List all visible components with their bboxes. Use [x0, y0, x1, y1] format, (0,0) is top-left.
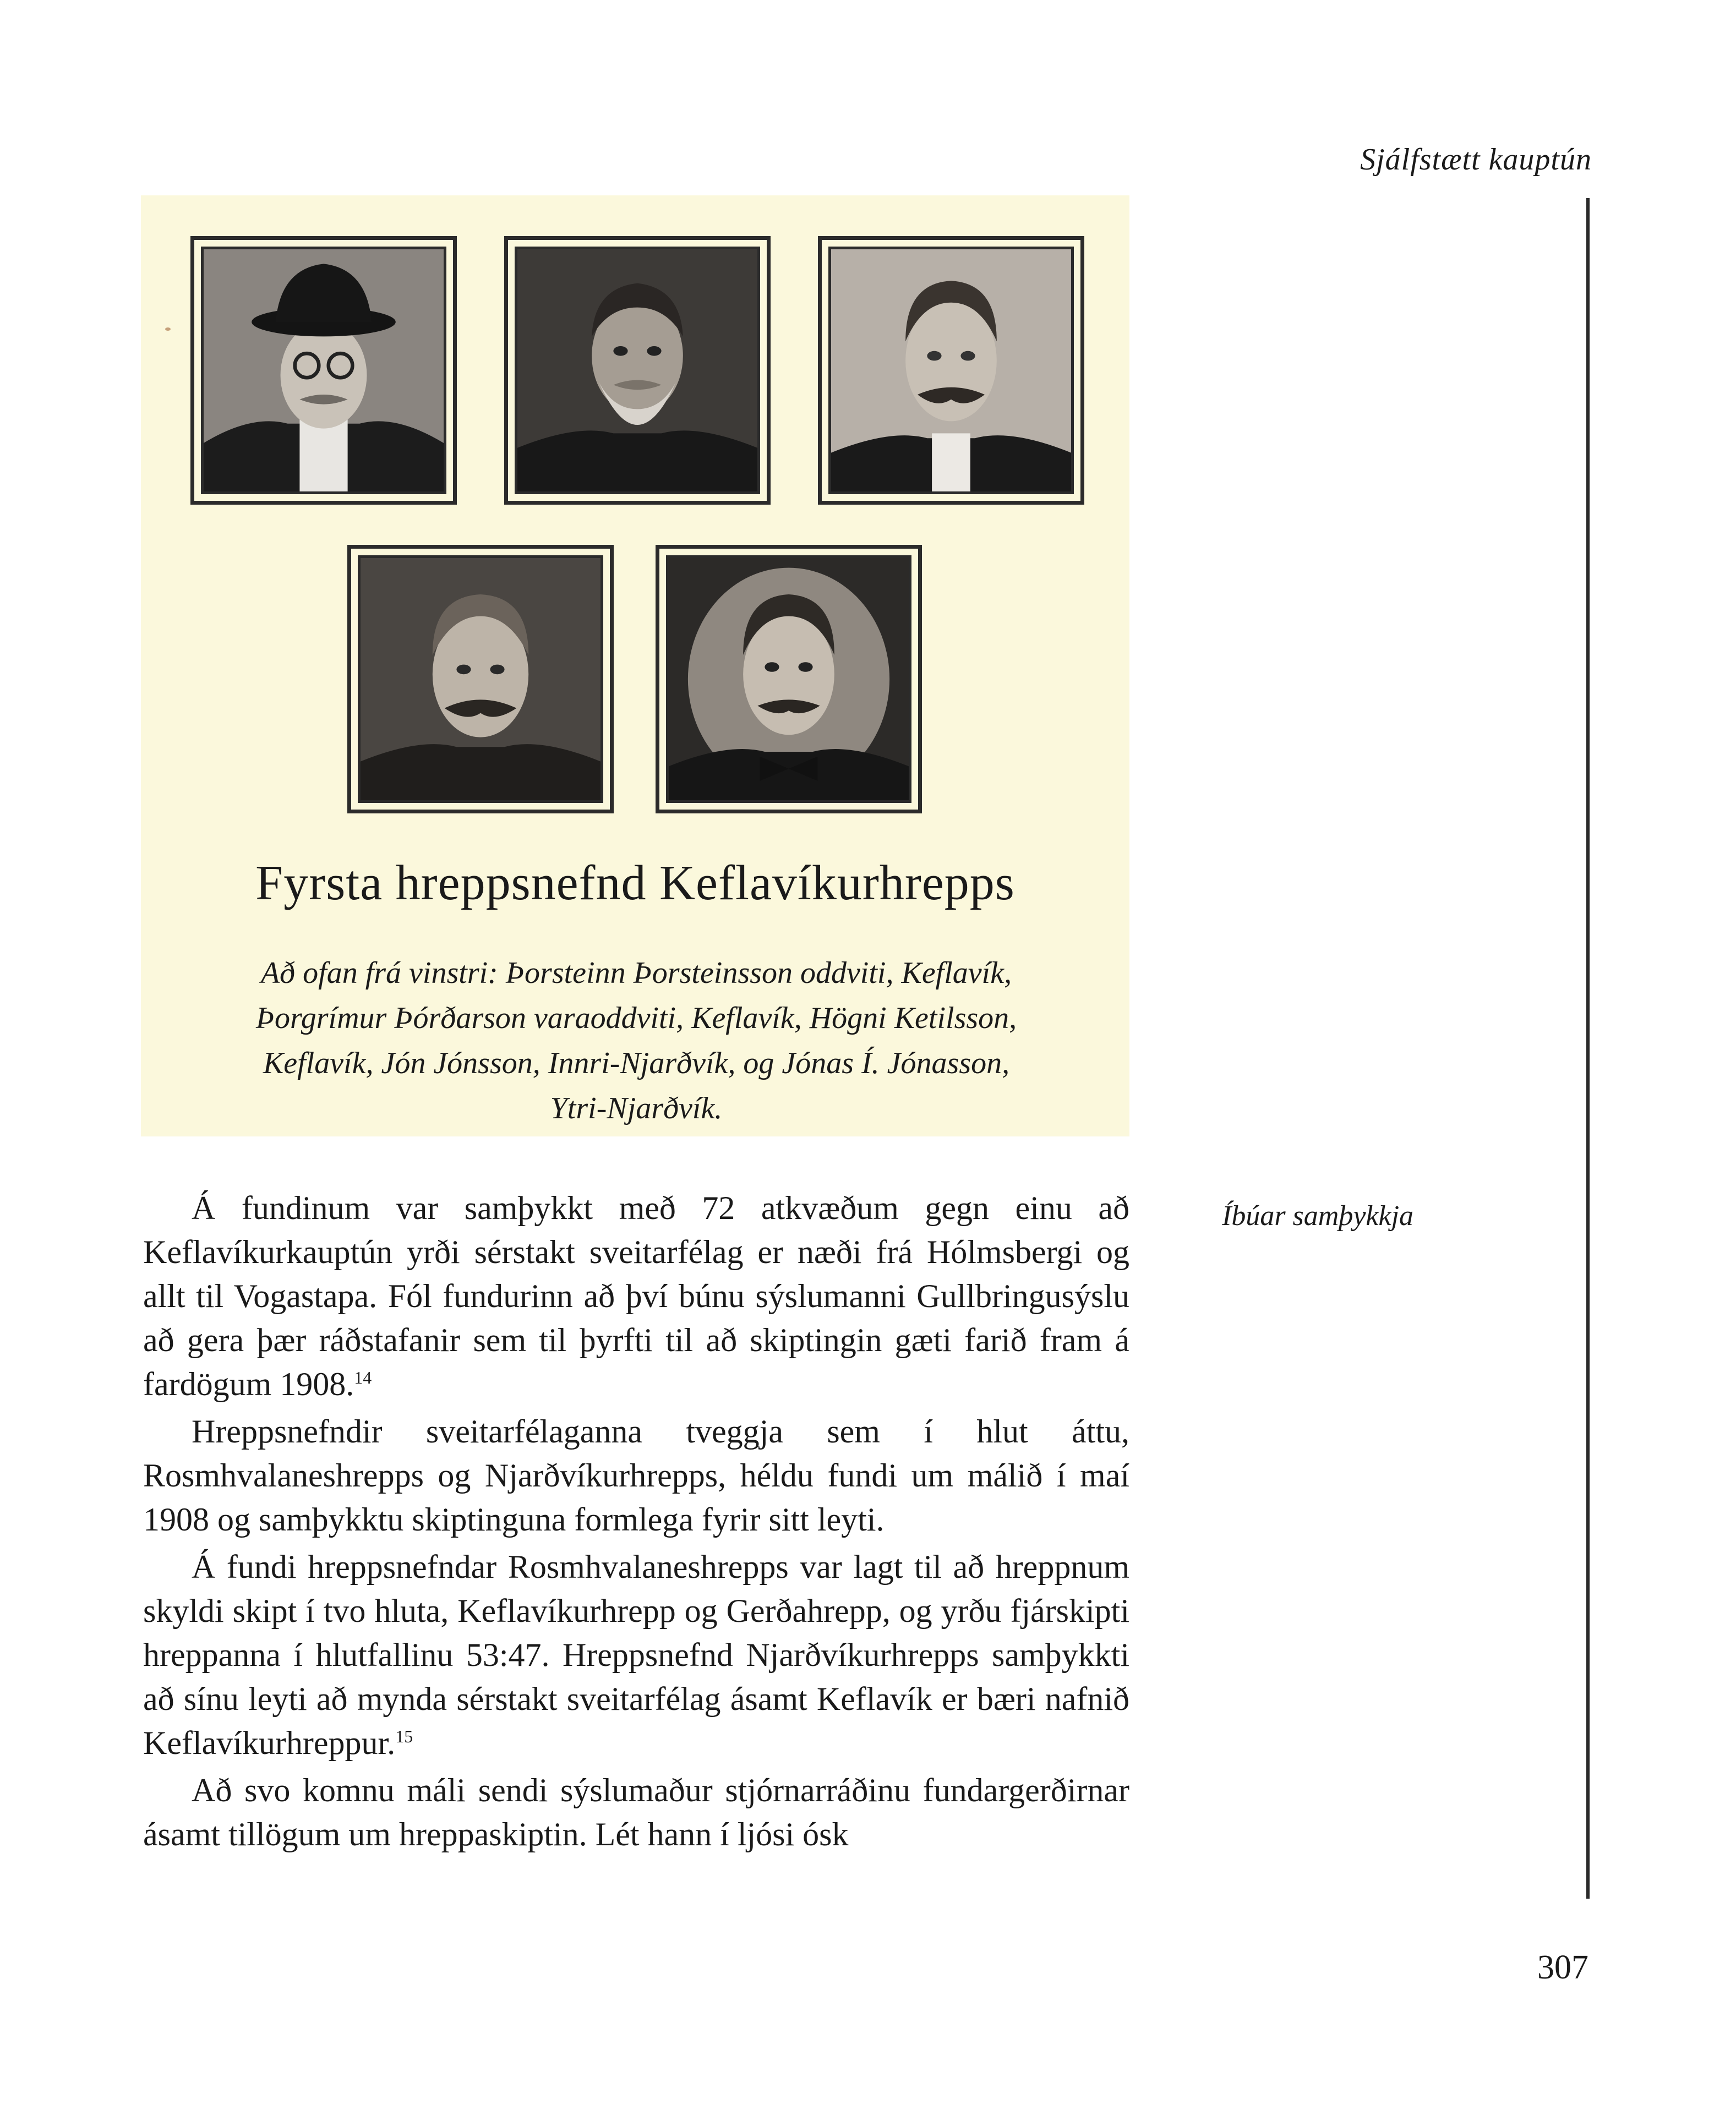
scan-speck: [165, 327, 171, 331]
portrait-man-bow-tie-icon: [669, 558, 909, 800]
portrait-mustached-man-icon: [361, 558, 600, 800]
panel-title: Fyrsta hreppsnefnd Keflavíkurhrepps: [255, 856, 1015, 910]
paragraph-4: [143, 1768, 1129, 1856]
marginal-note: Íbúar samþykkja: [1222, 1200, 1414, 1232]
running-head: Sjálfstætt kauptún: [1360, 143, 1592, 177]
body-text: [143, 1186, 1129, 1860]
margin-rule: [1586, 198, 1590, 1899]
portrait-bearded-man-icon: [517, 249, 757, 491]
portrait-4: [347, 545, 614, 813]
panel-caption: Að ofan frá vinstri: Þorsteinn Þorsteinsson oddviti, Keflavík, Þorgrímur Þórðarson varaoddviti, Keflavík, Högni Ketilsson, Keflavík, Jón Jónsson, Innri-Njarðvík, og Jónas Í. Jónasson, Ytri-Njarðvík.: [255, 956, 1017, 1125]
portrait-5: [656, 545, 922, 813]
paragraph-4-text: Að svo komnu máli sendi sýslumaður stjórnarráðinu fundargerðirnar ásamt tillögum um hreppaskiptin. Lét hann í ljósi ósk: [143, 1772, 1129, 1852]
paragraph-2-text: Hreppsnefndir sveitarfélaganna tveggja sem í hlut áttu, Rosmhvalaneshrepps og Njarðvíkurhrepps, héldu fundi um málið í maí 1908 og samþykktu skiptinguna formlega fyrir sitt leyti.: [143, 1413, 1129, 1538]
footnote-ref-14: 14: [354, 1368, 372, 1387]
photo-panel: [141, 195, 1129, 1136]
portrait-1: [190, 236, 457, 505]
paragraph-3: [143, 1545, 1129, 1765]
page-number: 307: [1537, 1949, 1588, 1986]
paragraph-3-text: Á fundi hreppsnefndar Rosmhvalaneshrepps var lagt til að hreppnum skyldi skipt í tvo hluta, Keflavíkurhrepp og Gerðahrepp, og yrðu fjárskipti hreppanna í hlutfallinu 53:47. Hreppsnefnd Njarðvíkurhrepps samþykkti að sínu leyti að mynda sérstakt sveitarfélag ásamt Keflavík er bæri nafnið Keflavíkurhreppur.: [143, 1549, 1129, 1761]
portrait-mustached-man-icon: [831, 249, 1071, 491]
paragraph-2: [143, 1409, 1129, 1541]
portrait-bowler-hat-glasses-icon: [204, 249, 444, 491]
footnote-ref-15: 15: [395, 1726, 413, 1746]
paragraph-1: [143, 1186, 1129, 1406]
paragraph-1-text: Á fundinum var samþykkt með 72 atkvæðum gegn einu að Keflavíkurkauptún yrði sérstakt sveitarfélag er næði frá Hólmsbergi og allt til Vogastapa. Fól fundurinn að því búnu sýslumanni Gullbringusýslu að gera þær ráðstafanir sem til þyrfti til að skiptingin gæti farið fram á fardögum 1908.: [143, 1190, 1129, 1402]
portrait-2: [504, 236, 771, 505]
portrait-3: [818, 236, 1084, 505]
